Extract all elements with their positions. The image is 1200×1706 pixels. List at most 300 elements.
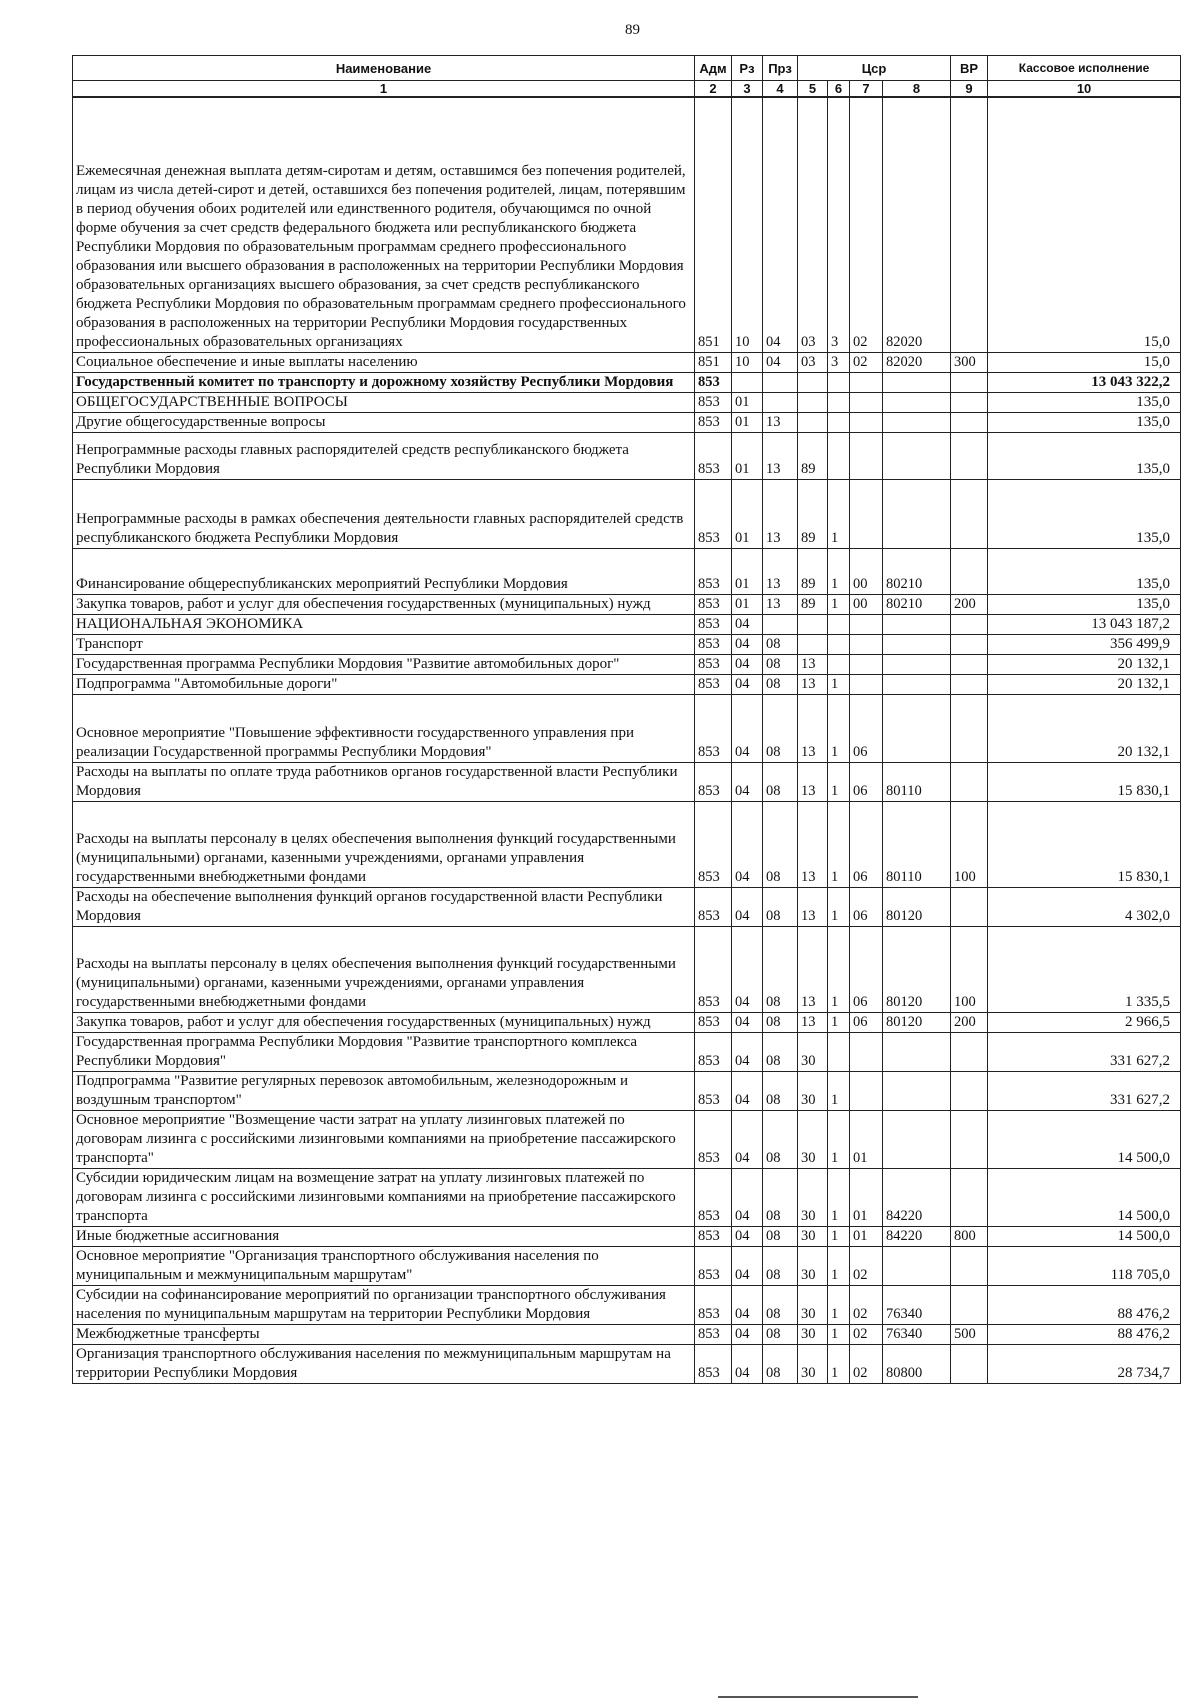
header-adm: Адм bbox=[695, 56, 732, 81]
row-c8: 80210 bbox=[883, 548, 951, 594]
table-body bbox=[73, 97, 1181, 1383]
row-c5: 89 bbox=[798, 548, 828, 594]
row-c5: 89 bbox=[798, 479, 828, 548]
row-adm: 853 bbox=[695, 479, 732, 548]
row-name: Государственная программа Республики Мордовия "Развитие автомобильных дорог" bbox=[73, 654, 695, 674]
row-c6: 1 bbox=[828, 694, 850, 762]
row-adm: 853 bbox=[695, 887, 732, 926]
row-amount: 20 132,1 bbox=[988, 674, 1181, 694]
row-prz: 13 bbox=[763, 432, 798, 479]
row-rz: 04 bbox=[732, 654, 763, 674]
row-c7 bbox=[850, 614, 883, 634]
table-row bbox=[73, 1285, 1181, 1324]
row-name: Межбюджетные трансферты bbox=[73, 1324, 695, 1344]
row-vr bbox=[951, 674, 988, 694]
row-c6 bbox=[828, 412, 850, 432]
row-c8: 80120 bbox=[883, 1012, 951, 1032]
row-vr bbox=[951, 1285, 988, 1324]
row-c8 bbox=[883, 412, 951, 432]
row-amount: 88 476,2 bbox=[988, 1285, 1181, 1324]
row-prz: 08 bbox=[763, 1110, 798, 1168]
row-c5: 30 bbox=[798, 1246, 828, 1285]
row-amount: 135,0 bbox=[988, 432, 1181, 479]
row-c7: 02 bbox=[850, 352, 883, 372]
header-name: Наименование bbox=[73, 56, 695, 81]
row-amount: 4 302,0 bbox=[988, 887, 1181, 926]
row-c6 bbox=[828, 392, 850, 412]
row-c6: 3 bbox=[828, 97, 850, 352]
row-prz: 08 bbox=[763, 1285, 798, 1324]
row-rz: 04 bbox=[732, 1168, 763, 1226]
row-prz: 08 bbox=[763, 762, 798, 801]
row-c8: 80110 bbox=[883, 801, 951, 887]
table-row bbox=[73, 634, 1181, 654]
row-adm: 853 bbox=[695, 1285, 732, 1324]
row-adm: 853 bbox=[695, 1344, 732, 1383]
row-c6: 1 bbox=[828, 762, 850, 801]
row-adm: 853 bbox=[695, 1324, 732, 1344]
row-vr: 200 bbox=[951, 1012, 988, 1032]
header-num-rz: 3 bbox=[732, 81, 763, 98]
row-vr bbox=[951, 762, 988, 801]
table-row bbox=[73, 1344, 1181, 1383]
row-vr bbox=[951, 548, 988, 594]
row-adm: 853 bbox=[695, 548, 732, 594]
row-prz: 08 bbox=[763, 674, 798, 694]
row-vr bbox=[951, 1071, 988, 1110]
row-prz: 08 bbox=[763, 634, 798, 654]
row-c6: 1 bbox=[828, 1226, 850, 1246]
row-amount: 15 830,1 bbox=[988, 762, 1181, 801]
row-c5: 30 bbox=[798, 1071, 828, 1110]
row-adm: 853 bbox=[695, 392, 732, 412]
row-amount: 2 966,5 bbox=[988, 1012, 1181, 1032]
row-c8 bbox=[883, 372, 951, 392]
row-c6 bbox=[828, 654, 850, 674]
row-vr bbox=[951, 887, 988, 926]
row-vr bbox=[951, 432, 988, 479]
row-adm: 853 bbox=[695, 594, 732, 614]
table-row bbox=[73, 1168, 1181, 1226]
row-c8: 80110 bbox=[883, 762, 951, 801]
row-rz: 04 bbox=[732, 926, 763, 1012]
row-adm: 853 bbox=[695, 674, 732, 694]
row-c8: 80800 bbox=[883, 1344, 951, 1383]
row-adm: 853 bbox=[695, 801, 732, 887]
row-adm: 853 bbox=[695, 412, 732, 432]
row-c5: 13 bbox=[798, 887, 828, 926]
row-amount: 331 627,2 bbox=[988, 1071, 1181, 1110]
row-c7 bbox=[850, 479, 883, 548]
table-row bbox=[73, 674, 1181, 694]
row-prz: 08 bbox=[763, 1168, 798, 1226]
row-c6: 1 bbox=[828, 594, 850, 614]
row-vr: 200 bbox=[951, 594, 988, 614]
row-c7 bbox=[850, 674, 883, 694]
row-c7 bbox=[850, 1032, 883, 1071]
row-c5: 30 bbox=[798, 1168, 828, 1226]
row-c7 bbox=[850, 412, 883, 432]
row-c6: 1 bbox=[828, 479, 850, 548]
row-rz: 01 bbox=[732, 392, 763, 412]
row-c7: 06 bbox=[850, 1012, 883, 1032]
row-prz: 13 bbox=[763, 594, 798, 614]
row-amount: 14 500,0 bbox=[988, 1110, 1181, 1168]
row-rz: 04 bbox=[732, 1246, 763, 1285]
table-row bbox=[73, 372, 1181, 392]
row-c5: 30 bbox=[798, 1285, 828, 1324]
row-c7 bbox=[850, 1071, 883, 1110]
row-c8: 80120 bbox=[883, 887, 951, 926]
row-vr: 800 bbox=[951, 1226, 988, 1246]
row-c6: 1 bbox=[828, 1246, 850, 1285]
row-adm: 853 bbox=[695, 372, 732, 392]
table-row bbox=[73, 392, 1181, 412]
header-vr: ВР bbox=[951, 56, 988, 81]
row-amount: 13 043 322,2 bbox=[988, 372, 1181, 392]
table-row bbox=[73, 694, 1181, 762]
header-num-c8: 8 bbox=[883, 81, 951, 98]
row-c8 bbox=[883, 634, 951, 654]
row-c8: 84220 bbox=[883, 1168, 951, 1226]
row-vr bbox=[951, 654, 988, 674]
row-prz: 08 bbox=[763, 887, 798, 926]
row-adm: 853 bbox=[695, 654, 732, 674]
header-csr: Цср bbox=[798, 56, 951, 81]
row-prz: 08 bbox=[763, 1032, 798, 1071]
row-prz: 08 bbox=[763, 1071, 798, 1110]
row-c8 bbox=[883, 654, 951, 674]
row-name: ОБЩЕГОСУДАРСТВЕННЫЕ ВОПРОСЫ bbox=[73, 392, 695, 412]
row-c6: 1 bbox=[828, 1168, 850, 1226]
row-rz: 04 bbox=[732, 1071, 763, 1110]
row-c6: 1 bbox=[828, 548, 850, 594]
header-rz: Рз bbox=[732, 56, 763, 81]
row-prz: 08 bbox=[763, 1344, 798, 1383]
row-name: Непрограммные расходы главных распорядителей средств республиканского бюджета Республики Мордовия bbox=[73, 432, 695, 479]
row-name: Субсидии юридическим лицам на возмещение затрат на уплату лизинговых платежей по договорам лизинга с российскими лизинговыми компаниями на приобретение пассажирского транспорта bbox=[73, 1168, 695, 1226]
row-prz: 08 bbox=[763, 1226, 798, 1246]
row-c8 bbox=[883, 432, 951, 479]
row-vr bbox=[951, 614, 988, 634]
row-c5: 13 bbox=[798, 926, 828, 1012]
row-name: Основное мероприятие "Возмещение части затрат на уплату лизинговых платежей по договорам лизинга с российскими лизинговыми компаниями на приобретение пассажирского транспорта" bbox=[73, 1110, 695, 1168]
row-prz bbox=[763, 392, 798, 412]
row-name: Транспорт bbox=[73, 634, 695, 654]
row-c8 bbox=[883, 1246, 951, 1285]
row-amount: 88 476,2 bbox=[988, 1324, 1181, 1344]
row-c5: 30 bbox=[798, 1324, 828, 1344]
header-num-c5: 5 bbox=[798, 81, 828, 98]
row-rz: 01 bbox=[732, 412, 763, 432]
row-c7: 01 bbox=[850, 1168, 883, 1226]
row-c6: 1 bbox=[828, 1071, 850, 1110]
row-amount: 13 043 187,2 bbox=[988, 614, 1181, 634]
row-name: Расходы на выплаты персоналу в целях обеспечения выполнения функций государственными (муниципальными) органами, казенными учреждениями, органами управления государственными внебюджетными фондами bbox=[73, 801, 695, 887]
table-row bbox=[73, 432, 1181, 479]
table-row bbox=[73, 762, 1181, 801]
row-adm: 853 bbox=[695, 432, 732, 479]
row-c5: 30 bbox=[798, 1344, 828, 1383]
row-rz: 04 bbox=[732, 1324, 763, 1344]
row-c8 bbox=[883, 694, 951, 762]
row-c6: 1 bbox=[828, 1110, 850, 1168]
row-c6: 1 bbox=[828, 674, 850, 694]
row-vr bbox=[951, 634, 988, 654]
row-name: Государственный комитет по транспорту и дорожному хозяйству Республики Мордовия bbox=[73, 372, 695, 392]
row-amount: 135,0 bbox=[988, 594, 1181, 614]
row-vr bbox=[951, 1032, 988, 1071]
header-num-c6: 6 bbox=[828, 81, 850, 98]
row-vr bbox=[951, 694, 988, 762]
row-name: Другие общегосударственные вопросы bbox=[73, 412, 695, 432]
row-name: Социальное обеспечение и иные выплаты населению bbox=[73, 352, 695, 372]
row-adm: 853 bbox=[695, 1246, 732, 1285]
row-rz: 04 bbox=[732, 1285, 763, 1324]
row-prz: 08 bbox=[763, 1324, 798, 1344]
row-prz: 08 bbox=[763, 694, 798, 762]
table-row bbox=[73, 1226, 1181, 1246]
row-c5: 30 bbox=[798, 1110, 828, 1168]
row-c5: 89 bbox=[798, 594, 828, 614]
table-row bbox=[73, 654, 1181, 674]
row-name: Финансирование общереспубликанских мероприятий Республики Мордовия bbox=[73, 548, 695, 594]
row-c8: 84220 bbox=[883, 1226, 951, 1246]
row-name: Государственная программа Республики Мордовия "Развитие транспортного комплекса Республики Мордовия" bbox=[73, 1032, 695, 1071]
row-amount: 135,0 bbox=[988, 412, 1181, 432]
row-c6: 1 bbox=[828, 1285, 850, 1324]
row-c7: 06 bbox=[850, 801, 883, 887]
table-row bbox=[73, 479, 1181, 548]
row-c5: 13 bbox=[798, 654, 828, 674]
row-c5: 30 bbox=[798, 1226, 828, 1246]
row-c5 bbox=[798, 614, 828, 634]
row-c6 bbox=[828, 372, 850, 392]
header-num-prz: 4 bbox=[763, 81, 798, 98]
row-c5: 13 bbox=[798, 801, 828, 887]
row-c7: 00 bbox=[850, 548, 883, 594]
row-name: Закупка товаров, работ и услуг для обеспечения государственных (муниципальных) нужд bbox=[73, 1012, 695, 1032]
row-adm: 853 bbox=[695, 694, 732, 762]
row-adm: 853 bbox=[695, 614, 732, 634]
row-vr bbox=[951, 412, 988, 432]
row-rz: 01 bbox=[732, 594, 763, 614]
table-row bbox=[73, 1246, 1181, 1285]
row-c5 bbox=[798, 634, 828, 654]
row-name: Иные бюджетные ассигнования bbox=[73, 1226, 695, 1246]
row-amount: 135,0 bbox=[988, 479, 1181, 548]
row-c7: 06 bbox=[850, 926, 883, 1012]
row-adm: 853 bbox=[695, 1071, 732, 1110]
row-c6 bbox=[828, 1032, 850, 1071]
row-rz: 04 bbox=[732, 694, 763, 762]
header-num-amount: 10 bbox=[988, 81, 1181, 98]
table-row bbox=[73, 594, 1181, 614]
table-row bbox=[73, 926, 1181, 1012]
row-c8 bbox=[883, 1071, 951, 1110]
row-c5: 13 bbox=[798, 674, 828, 694]
row-adm: 853 bbox=[695, 926, 732, 1012]
row-vr bbox=[951, 1110, 988, 1168]
row-prz: 08 bbox=[763, 1012, 798, 1032]
table-row bbox=[73, 97, 1181, 352]
row-rz: 04 bbox=[732, 887, 763, 926]
header-num-vr: 9 bbox=[951, 81, 988, 98]
row-adm: 853 bbox=[695, 1110, 732, 1168]
row-vr bbox=[951, 1344, 988, 1383]
row-rz: 04 bbox=[732, 674, 763, 694]
row-rz: 01 bbox=[732, 548, 763, 594]
row-vr bbox=[951, 97, 988, 352]
row-amount: 331 627,2 bbox=[988, 1032, 1181, 1071]
row-rz: 04 bbox=[732, 801, 763, 887]
row-adm: 853 bbox=[695, 762, 732, 801]
row-amount: 135,0 bbox=[988, 548, 1181, 594]
row-c6: 1 bbox=[828, 887, 850, 926]
row-c8: 80120 bbox=[883, 926, 951, 1012]
row-c7 bbox=[850, 372, 883, 392]
row-c5: 13 bbox=[798, 1012, 828, 1032]
row-vr bbox=[951, 372, 988, 392]
row-name: Подпрограмма "Развитие регулярных перевозок автомобильным, железнодорожным и воздушным транспортом" bbox=[73, 1071, 695, 1110]
table-row bbox=[73, 1071, 1181, 1110]
row-vr: 100 bbox=[951, 926, 988, 1012]
row-c5 bbox=[798, 412, 828, 432]
row-vr bbox=[951, 1246, 988, 1285]
row-rz: 04 bbox=[732, 1032, 763, 1071]
row-c7: 02 bbox=[850, 1246, 883, 1285]
row-name: Субсидии на софинансирование мероприятий по организации транспортного обслуживания населения по муниципальным маршрутам на территории Республики Мордовия bbox=[73, 1285, 695, 1324]
row-c5 bbox=[798, 392, 828, 412]
row-c8: 82020 bbox=[883, 97, 951, 352]
row-prz: 08 bbox=[763, 654, 798, 674]
table-row bbox=[73, 887, 1181, 926]
row-prz: 13 bbox=[763, 479, 798, 548]
row-c6: 3 bbox=[828, 352, 850, 372]
row-prz: 08 bbox=[763, 801, 798, 887]
header-num-c7: 7 bbox=[850, 81, 883, 98]
row-c5: 13 bbox=[798, 762, 828, 801]
header-prz: Прз bbox=[763, 56, 798, 81]
row-name: НАЦИОНАЛЬНАЯ ЭКОНОМИКА bbox=[73, 614, 695, 634]
row-prz: 13 bbox=[763, 412, 798, 432]
row-vr bbox=[951, 479, 988, 548]
row-amount: 135,0 bbox=[988, 392, 1181, 412]
table-header bbox=[73, 56, 1181, 98]
row-c5: 89 bbox=[798, 432, 828, 479]
budget-table bbox=[72, 55, 1181, 1384]
header-row bbox=[73, 56, 1181, 81]
row-c7 bbox=[850, 392, 883, 412]
row-amount: 356 499,9 bbox=[988, 634, 1181, 654]
row-c7: 02 bbox=[850, 97, 883, 352]
row-prz: 08 bbox=[763, 1246, 798, 1285]
row-amount: 20 132,1 bbox=[988, 694, 1181, 762]
page-number: 89 bbox=[625, 22, 640, 38]
header-amount: Кассовое исполнение bbox=[988, 56, 1181, 81]
row-c7: 06 bbox=[850, 762, 883, 801]
row-name: Подпрограмма "Автомобильные дороги" bbox=[73, 674, 695, 694]
row-c6: 1 bbox=[828, 1344, 850, 1383]
table-row bbox=[73, 801, 1181, 887]
row-prz: 04 bbox=[763, 352, 798, 372]
row-rz: 04 bbox=[732, 634, 763, 654]
row-rz: 04 bbox=[732, 762, 763, 801]
row-prz: 08 bbox=[763, 926, 798, 1012]
row-c7: 00 bbox=[850, 594, 883, 614]
row-c7: 02 bbox=[850, 1285, 883, 1324]
header-number-row bbox=[73, 81, 1181, 98]
row-adm: 853 bbox=[695, 1012, 732, 1032]
page-bottom-divider bbox=[718, 1696, 918, 1698]
row-adm: 851 bbox=[695, 352, 732, 372]
row-c7: 02 bbox=[850, 1324, 883, 1344]
row-rz bbox=[732, 372, 763, 392]
row-vr: 100 bbox=[951, 801, 988, 887]
row-prz bbox=[763, 614, 798, 634]
table-row bbox=[73, 352, 1181, 372]
table-row bbox=[73, 412, 1181, 432]
table-row bbox=[73, 1324, 1181, 1344]
row-name: Основное мероприятие "Организация транспортного обслуживания населения по муниципальным и межмуниципальным маршрутам" bbox=[73, 1246, 695, 1285]
row-c5: 30 bbox=[798, 1032, 828, 1071]
row-c8 bbox=[883, 1032, 951, 1071]
row-c6 bbox=[828, 614, 850, 634]
row-amount: 20 132,1 bbox=[988, 654, 1181, 674]
row-amount: 14 500,0 bbox=[988, 1226, 1181, 1246]
row-adm: 853 bbox=[695, 634, 732, 654]
row-c5 bbox=[798, 372, 828, 392]
row-c6: 1 bbox=[828, 1012, 850, 1032]
row-adm: 853 bbox=[695, 1168, 732, 1226]
row-c7 bbox=[850, 654, 883, 674]
row-c7 bbox=[850, 634, 883, 654]
row-c8 bbox=[883, 674, 951, 694]
row-rz: 04 bbox=[732, 1226, 763, 1246]
row-c7: 01 bbox=[850, 1110, 883, 1168]
row-c7 bbox=[850, 432, 883, 479]
row-vr bbox=[951, 1168, 988, 1226]
row-rz: 10 bbox=[732, 97, 763, 352]
row-vr bbox=[951, 392, 988, 412]
row-amount: 15 830,1 bbox=[988, 801, 1181, 887]
row-c6 bbox=[828, 432, 850, 479]
row-c5: 03 bbox=[798, 97, 828, 352]
row-name: Основное мероприятие "Повышение эффективности государственного управления при реализации Государственной программы Республики Мордовия" bbox=[73, 694, 695, 762]
row-rz: 01 bbox=[732, 432, 763, 479]
row-rz: 04 bbox=[732, 1012, 763, 1032]
row-c8: 76340 bbox=[883, 1285, 951, 1324]
row-c8: 76340 bbox=[883, 1324, 951, 1344]
row-c8 bbox=[883, 479, 951, 548]
header-num-name: 1 bbox=[73, 81, 695, 98]
row-amount: 15,0 bbox=[988, 97, 1181, 352]
row-vr: 300 bbox=[951, 352, 988, 372]
row-c8 bbox=[883, 614, 951, 634]
row-amount: 118 705,0 bbox=[988, 1246, 1181, 1285]
row-c6: 1 bbox=[828, 1324, 850, 1344]
row-name: Расходы на выплаты по оплате труда работников органов государственной власти Республики Мордовия bbox=[73, 762, 695, 801]
row-name: Организация транспортного обслуживания населения по межмуниципальным маршрутам на территории Республики Мордовия bbox=[73, 1344, 695, 1383]
row-adm: 853 bbox=[695, 1032, 732, 1071]
row-rz: 04 bbox=[732, 1110, 763, 1168]
row-c7: 02 bbox=[850, 1344, 883, 1383]
row-adm: 853 bbox=[695, 1226, 732, 1246]
table-row bbox=[73, 548, 1181, 594]
row-c7: 06 bbox=[850, 694, 883, 762]
row-rz: 04 bbox=[732, 1344, 763, 1383]
table-row bbox=[73, 1110, 1181, 1168]
